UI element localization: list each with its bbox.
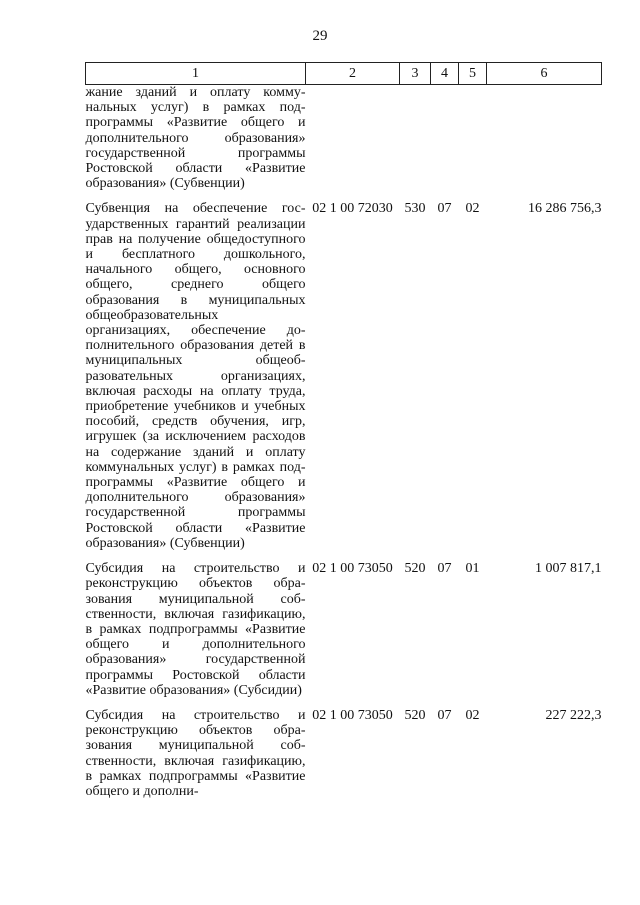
column-header-target-code: 2 [306,63,400,85]
row-target-code [306,85,400,202]
table-row [86,201,602,561]
row-subsection [459,85,487,202]
page-number: 29 [312,28,328,44]
row-expense-type: 520 [404,707,426,723]
table-row [86,708,602,799]
row-amount: 227 222,3 [545,707,602,723]
column-header-subsection: 5 [459,63,487,85]
row-target-code: 02 1 00 72030 [312,201,393,217]
column-header-expense-type: 3 [400,63,431,85]
row-amount: 16 286 756,3 [528,201,602,217]
column-header-description: 1 [86,63,306,85]
table-row [86,85,602,202]
column-header-section: 4 [431,63,459,85]
row-description: Субсидия на строительство и реконструкцию объектов образования муниципальной собственности, включая газификацию, в рамках подпрограммы «Развитие общего и дополни- [85,707,306,799]
row-subsection: 01 [465,561,480,577]
row-section: 07 [437,707,452,723]
row-section: 07 [437,561,452,577]
budget-table [85,62,602,799]
row-expense-type: 520 [404,561,426,577]
row-subsection: 02 [465,201,480,217]
row-target-code: 02 1 00 73050 [312,707,393,723]
row-section: 07 [437,201,452,217]
row-subsection: 02 [465,707,480,723]
row-amount [487,85,602,202]
row-expense-type: 530 [404,201,426,217]
row-description: Субвенция на обеспечение государственных гарантий реализации прав на получение общедоступного и бесплатного дошкольного, начального общего, основного общего, среднего общего образования в муниципальных общеобразовательных организациях, обеспечение дополнительного образования детей в муниципальных общеобразовательных организациях, включая расходы на оплату труда, приобретение учебников и учебных пособий, средств обучения, игр, игрушек (за исключением расходов на содержание зданий и оплату коммунальных услуг) в рамках подпрограммы «Развитие общего и дополнительного образования» государственной программы Ростовской области «Развитие образования» (Субвенции) [85,201,306,551]
row-amount: 1 007 817,1 [535,561,602,577]
row-description: жание зданий и оплату коммунальных услуг) в рамках подпрограммы «Развитие общего и дополнительного образования» государственной программы Ростовской области «Развитие образования» (Субвенции) [85,85,306,192]
table-header-row [86,63,602,85]
row-section [431,85,459,202]
row-expense-type [400,85,431,202]
row-target-code: 02 1 00 73050 [312,561,393,577]
column-header-amount: 6 [487,63,602,85]
row-description: Субсидия на строительство и реконструкцию объектов образования муниципальной собственности, включая газификацию, в рамках подпрограммы «Развитие общего и дополнительного образования» государственной программы Ростовской области «Развитие образования» (Субсидии) [85,561,306,698]
table-row [86,561,602,708]
